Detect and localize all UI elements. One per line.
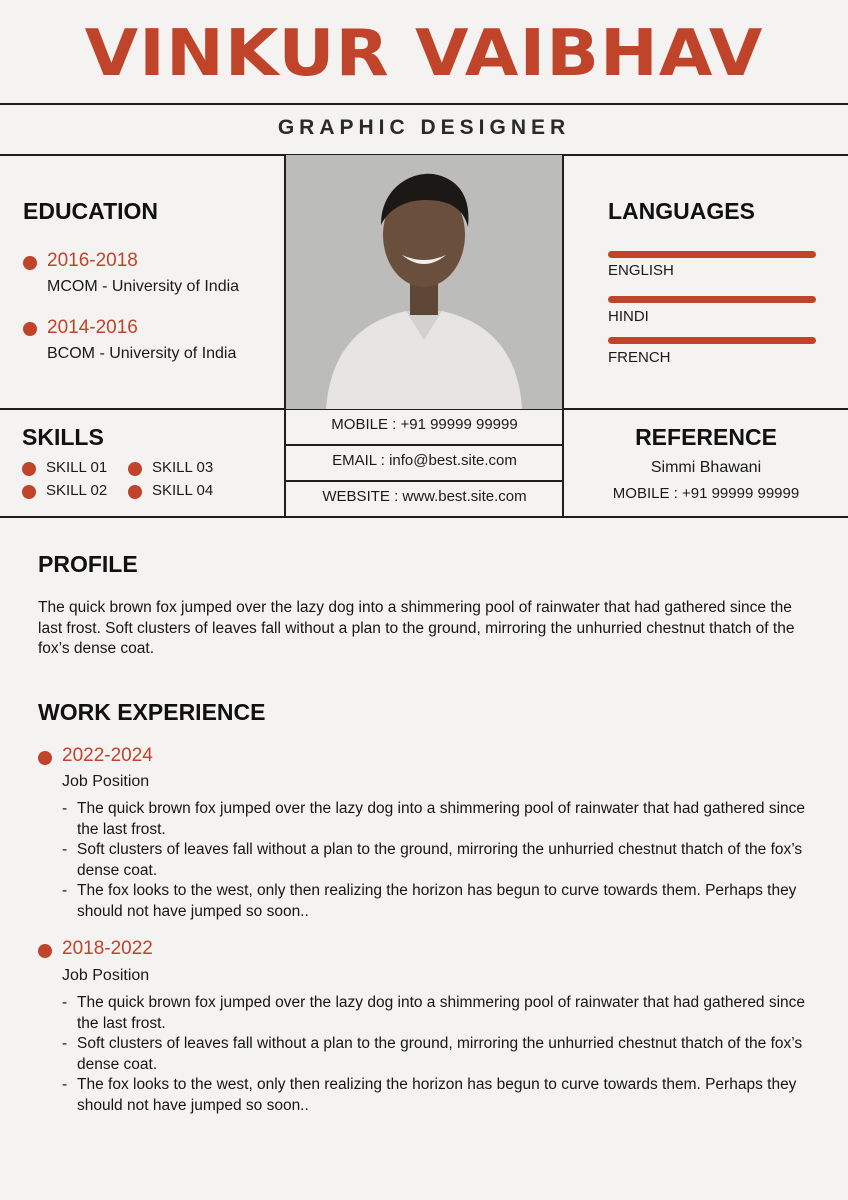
divider (286, 444, 562, 446)
work-experience-heading: WORK EXPERIENCE (38, 699, 266, 725)
bullet-dot (128, 485, 142, 499)
job-years: 2018-2022 (62, 938, 153, 959)
bullet-dot (23, 322, 37, 336)
profile-photo (286, 155, 562, 409)
skill-item: SKILL 02 (46, 482, 108, 499)
bullet-dot (23, 256, 37, 270)
bullet-dot (38, 751, 52, 765)
job-duty: - Soft clusters of leaves fall without a plan to the ground, mirroring the unhurried chestnut thatch of the fox’s dense coat. (62, 840, 822, 881)
skill-item: SKILL 01 (46, 459, 108, 476)
person-silhouette-icon (286, 155, 562, 409)
profile-heading: PROFILE (38, 551, 138, 577)
job-years: 2022-2024 (62, 745, 153, 766)
job-duty: - The quick brown fox jumped over the lazy dog into a shimmering pool of rainwater that had gathered since the last frost. (62, 993, 822, 1034)
job-duties (62, 799, 822, 922)
profile-text: The quick brown fox jumped over the lazy dog into a shimmering pool of rainwater that had gathered since the last frost. Soft clusters of leaves fall without a plan to the ground, mirroring the unhurried chestnut thatch of the fox’s dense coat. (38, 599, 795, 657)
divider (0, 103, 848, 105)
reference-mobile: MOBILE : +91 99999 99999 (612, 485, 800, 502)
language-level-bar (608, 296, 816, 303)
job-duty: - The fox looks to the west, only then realizing the horizon has begun to curve towards them. Perhaps they should not have jumped so soon.. (62, 1075, 822, 1116)
contact-website: WEBSITE : www.best.site.com (322, 488, 527, 505)
job-position: Job Position (62, 773, 150, 790)
resume-name: VINKUR VAIBHAV (84, 17, 764, 91)
divider (0, 516, 848, 518)
language-name: HINDI (608, 308, 649, 325)
bullet-dot (128, 462, 142, 476)
languages-heading: LANGUAGES (608, 198, 755, 224)
contact-email: EMAIL : info@best.site.com (332, 452, 517, 469)
reference-heading: REFERENCE (635, 424, 777, 450)
bullet-dot (38, 944, 52, 958)
education-detail: BCOM - University of India (47, 345, 237, 362)
education-years: 2016-2018 (47, 250, 138, 271)
contact-mobile: MOBILE : +91 99999 99999 (331, 416, 518, 433)
job-duty: - The fox looks to the west, only then realizing the horizon has begun to curve towards them. Perhaps they should not have jumped so soon.. (62, 881, 822, 922)
job-position: Job Position (62, 967, 150, 984)
job-title: GRAPHIC DESIGNER (277, 116, 571, 139)
job-duty: - The quick brown fox jumped over the lazy dog into a shimmering pool of rainwater that had gathered since the last frost. (62, 799, 822, 840)
language-name: ENGLISH (608, 262, 674, 279)
bullet-dot (22, 485, 36, 499)
skill-item: SKILL 03 (152, 459, 214, 476)
reference-name: Simmi Bhawani (650, 459, 762, 476)
language-level-bar (608, 337, 816, 344)
job-duty: - Soft clusters of leaves fall without a plan to the ground, mirroring the unhurried chestnut thatch of the fox’s dense coat. (62, 1034, 822, 1075)
language-name: FRENCH (608, 349, 671, 366)
skill-item: SKILL 04 (152, 482, 214, 499)
skills-heading: SKILLS (22, 424, 104, 450)
divider (286, 480, 562, 482)
education-years: 2014-2016 (47, 317, 138, 338)
education-heading: EDUCATION (23, 198, 159, 224)
education-detail: MCOM - University of India (47, 278, 240, 295)
job-duties (62, 993, 822, 1116)
language-level-bar (608, 251, 816, 258)
bullet-dot (22, 462, 36, 476)
